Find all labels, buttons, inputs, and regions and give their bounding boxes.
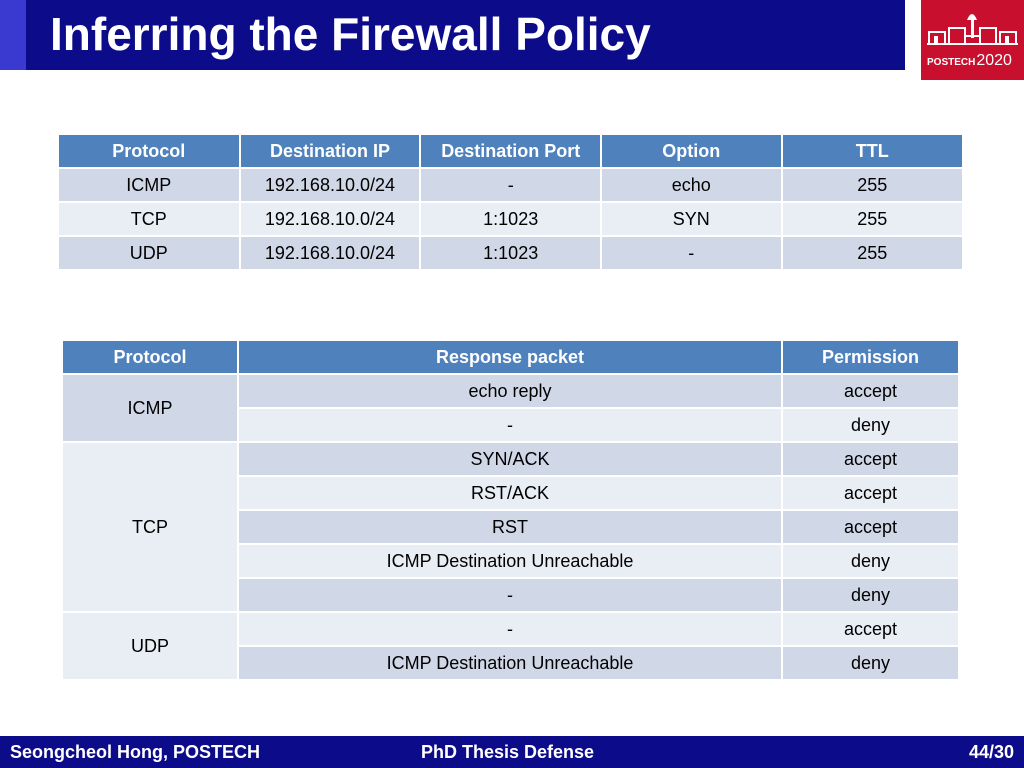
table-header-row — [63, 341, 958, 373]
table-cell: 255 — [783, 237, 962, 269]
protocol-group-cell: TCP — [63, 443, 237, 611]
table-row — [63, 443, 958, 475]
page-number: 44/30 — [968, 742, 1014, 762]
table-cell: 1:1023 — [421, 237, 600, 269]
table-cell: - — [602, 237, 781, 269]
header-cell: Protocol — [63, 341, 237, 373]
header-cell: Protocol — [59, 135, 239, 167]
header-cell: Response packet — [239, 341, 781, 373]
table-cell: 192.168.10.0/24 — [241, 203, 420, 235]
logo-year: 2020 — [976, 52, 1012, 69]
title-bar — [0, 0, 905, 70]
table-row — [63, 613, 958, 645]
table-row — [59, 169, 962, 201]
table-cell: ICMP Destination Unreachable — [239, 545, 781, 577]
footer-bar — [0, 736, 1024, 768]
logo-text — [927, 53, 1012, 71]
probe-packet-table — [57, 133, 964, 271]
table-cell: 192.168.10.0/24 — [241, 237, 420, 269]
header-cell: Destination Port — [421, 135, 600, 167]
table-cell: - — [239, 409, 781, 441]
table-cell: SYN/ACK — [239, 443, 781, 475]
table-header-row — [59, 135, 962, 167]
header-cell: TTL — [783, 135, 962, 167]
header-cell: Option — [602, 135, 781, 167]
building-logo-icon — [925, 6, 1020, 46]
table-cell: deny — [783, 647, 958, 679]
table-cell: - — [421, 169, 600, 201]
table-cell: - — [239, 613, 781, 645]
header-cell: Permission — [783, 341, 958, 373]
table-cell: ICMP Destination Unreachable — [239, 647, 781, 679]
table-cell: - — [239, 579, 781, 611]
table-cell: accept — [783, 613, 958, 645]
table-cell: accept — [783, 375, 958, 407]
table-cell: deny — [783, 545, 958, 577]
slide-title: Inferring the Firewall Policy — [50, 8, 651, 60]
table-cell: 255 — [783, 203, 962, 235]
table-cell: accept — [783, 477, 958, 509]
table-cell: 255 — [783, 169, 962, 201]
footer-author: Seongcheol Hong, POSTECH — [10, 742, 261, 762]
table-cell: accept — [783, 443, 958, 475]
table-row — [59, 203, 962, 235]
table-cell: echo reply — [239, 375, 781, 407]
table-row — [59, 237, 962, 269]
table-cell: 1:1023 — [421, 203, 600, 235]
table-row — [63, 375, 958, 407]
table-cell: RST — [239, 511, 781, 543]
table-cell: 192.168.10.0/24 — [241, 169, 420, 201]
table-cell: RST/ACK — [239, 477, 781, 509]
response-permission-table — [61, 339, 960, 681]
table-cell: echo — [602, 169, 781, 201]
table-cell: UDP — [59, 237, 239, 269]
header-cell: Destination IP — [241, 135, 420, 167]
table-cell: SYN — [602, 203, 781, 235]
protocol-group-cell: UDP — [63, 613, 237, 679]
logo-name: POSTECH — [927, 57, 976, 68]
title-accent — [0, 0, 26, 70]
footer-event: PhD Thesis Defense — [421, 742, 595, 762]
table-cell: deny — [783, 409, 958, 441]
table-cell: accept — [783, 511, 958, 543]
table-cell: TCP — [59, 203, 239, 235]
postech-logo — [921, 0, 1024, 80]
table-cell: deny — [783, 579, 958, 611]
protocol-group-cell: ICMP — [63, 375, 237, 441]
table-cell: ICMP — [59, 169, 239, 201]
